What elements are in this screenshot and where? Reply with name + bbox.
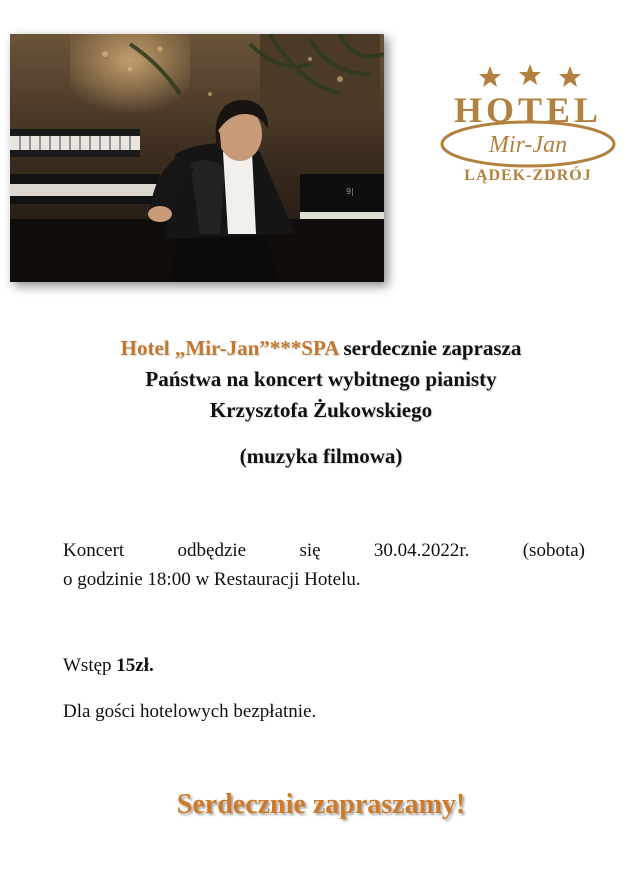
headline-line-1 (0, 333, 642, 364)
logo-hotel-text: HOTEL (453, 90, 603, 130)
free-for-guests-note: Dla gości hotelowych bezpłatnie. (63, 701, 317, 722)
pianist-photo-illustration (10, 34, 384, 282)
headline-line-2: Państwa na koncert wybitnego pianisty (145, 367, 497, 391)
music-genre: (muzyka filmowa) (239, 444, 403, 468)
closing-invitation: Serdecznie zapraszamy! (176, 789, 466, 820)
concert-line-1 (63, 536, 585, 565)
star-icons (479, 64, 581, 87)
concert-word: odbędzie (177, 540, 247, 561)
pianist-photo (10, 34, 384, 282)
concert-line-2: o godzinie 18:00 w Restauracji Hotelu. (63, 569, 361, 590)
concert-word: się (299, 540, 321, 561)
concert-details (63, 536, 585, 594)
logo-name-text: Mir-Jan (488, 132, 568, 158)
star-icon (519, 64, 541, 85)
concert-word: Koncert (63, 540, 125, 561)
hotel-name: Hotel „Mir-Jan”***SPA (120, 336, 339, 360)
hotel-logo-graphic (430, 62, 626, 192)
concert-weekday: (sobota) (522, 540, 585, 561)
star-icon (479, 66, 501, 87)
entry-price-value: 15zł. (116, 655, 154, 676)
hotel-logo (430, 62, 626, 192)
svg-text:9|: 9| (346, 187, 354, 196)
star-icon (559, 66, 581, 87)
pianist-name: Krzysztofa Żukowskiego (209, 398, 433, 422)
concert-date: 30.04.2022r. (373, 540, 470, 561)
entry-label: Wstęp (63, 655, 117, 676)
headline-line-1-rest: serdecznie zaprasza (338, 336, 522, 360)
invitation-headline (0, 333, 642, 472)
entry-price (63, 651, 585, 680)
logo-town-text: LĄDEK-ZDRÓJ (464, 167, 592, 184)
